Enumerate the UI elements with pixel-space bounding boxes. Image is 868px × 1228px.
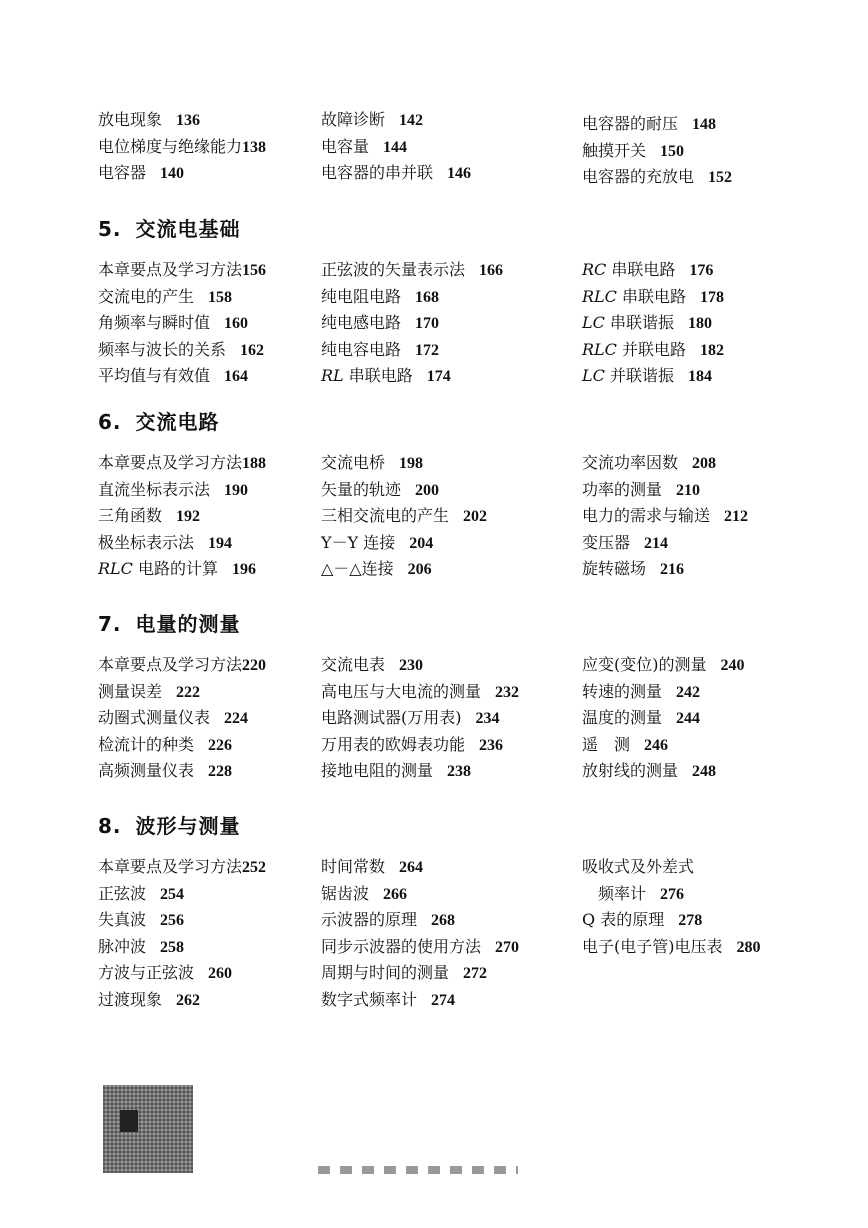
- toc-entry-title: 纯电容电路: [321, 339, 402, 359]
- toc-entry-page-number: 244: [676, 710, 701, 728]
- toc-entry-page-number: 140: [160, 165, 185, 183]
- toc-entry-page-number: 192: [176, 508, 201, 526]
- toc-entry-title: 本章要点及学习方法: [98, 857, 243, 876]
- toc-entry-title: 触摸开关: [582, 140, 647, 160]
- toc-entry-page-number: 230: [399, 657, 424, 674]
- toc-entry-title: 交流电桥: [321, 453, 386, 472]
- toc-entry-title: 失真波: [98, 910, 147, 930]
- toc-entry-title: 串联电路: [616, 286, 687, 306]
- toc-entry-title: 动圈式测量仪表: [98, 708, 211, 728]
- toc-entry-title: 并联谐振: [604, 366, 674, 386]
- toc-entry-page-number: 206: [407, 561, 432, 579]
- toc-entry: [582, 363, 712, 389]
- toc-entry-title: 角频率与瞬时值: [98, 313, 211, 333]
- toc-entry-title: 吸收式及外差式: [582, 857, 695, 876]
- toc-entry-page-number: 252: [242, 859, 267, 876]
- toc-entry-page-number: 220: [242, 657, 267, 674]
- toc-entry-page-number: 240: [720, 657, 745, 674]
- toc-entry: [582, 503, 748, 529]
- toc-entry: [582, 310, 712, 336]
- toc-entry-page-number: 184: [687, 368, 712, 386]
- toc-entry-title: △－△连接: [321, 559, 394, 579]
- toc-entry: [98, 934, 184, 960]
- toc-entry-page-number: 162: [240, 341, 265, 359]
- toc-entry-page-number: 144: [383, 138, 408, 156]
- toc-entry: [98, 881, 184, 907]
- toc-entry: [98, 257, 266, 283]
- toc-entry-title: 串联电路: [343, 366, 413, 386]
- toc-entry-page-number: 196: [232, 561, 257, 579]
- toc-entry-title: 应变(变位)的测量: [582, 655, 707, 674]
- toc-entry: [321, 679, 519, 705]
- toc-entry-page-number: 268: [431, 912, 456, 930]
- section-title: 交流电路: [135, 410, 220, 434]
- toc-entry: [321, 934, 519, 960]
- section-number: 8.: [98, 814, 122, 838]
- toc-entry-title: 变压器: [582, 532, 631, 552]
- toc-entry: [98, 530, 232, 556]
- toc-entry-page-number: 238: [447, 763, 472, 781]
- toc-entry-page-number: 266: [383, 885, 408, 903]
- toc-entry-page-number: 182: [700, 341, 725, 359]
- toc-entry-page-number: 166: [479, 262, 504, 279]
- toc-entry: [98, 960, 232, 986]
- toc-entry: [321, 503, 487, 529]
- toc-entry-symbol: RC: [582, 260, 607, 279]
- toc-entry: [321, 987, 455, 1013]
- toc-entry: [321, 107, 423, 133]
- toc-entry: [582, 337, 724, 363]
- toc-entry-title: 测量误差: [98, 681, 163, 701]
- toc-entry-page-number: 200: [415, 481, 440, 499]
- toc-entry: [321, 705, 500, 731]
- toc-entry-title: 锯齿波: [321, 883, 370, 903]
- toc-entry-page-number: 236: [479, 736, 504, 754]
- toc-entry: [321, 160, 471, 186]
- toc-entry-title: 万用表的欧姆表功能: [321, 734, 466, 754]
- toc-entry: [321, 758, 471, 784]
- toc-entry: [582, 934, 761, 960]
- toc-entry-page-number: 210: [676, 481, 701, 499]
- toc-entry: [321, 134, 407, 160]
- toc-entry: [582, 530, 668, 556]
- toc-entry: [582, 111, 716, 137]
- toc-entry-page-number: 274: [431, 992, 456, 1009]
- toc-entry-page-number: 168: [415, 288, 440, 306]
- toc-entry-title: 三相交流电的产生: [321, 506, 450, 526]
- toc-entry-title: 时间常数: [321, 857, 386, 876]
- toc-entry-title: 正弦波: [98, 883, 147, 903]
- section-title: 波形与测量: [135, 814, 241, 838]
- toc-entry-title: 电容器的串并联: [321, 163, 434, 183]
- toc-entry: [321, 854, 423, 880]
- toc-entry-title: 三角函数: [98, 506, 163, 526]
- toc-entry-title: 接地电阻的测量: [321, 761, 434, 781]
- toc-entry-page-number: 178: [700, 288, 725, 306]
- toc-entry-title: 平均值与有效值: [98, 366, 211, 386]
- toc-entry-symbol: RLC: [582, 286, 617, 306]
- toc-entry-title: 转速的测量: [582, 681, 663, 701]
- toc-entry: [98, 987, 200, 1013]
- toc-entry-title: 放射线的测量: [582, 761, 679, 781]
- toc-entry-page-number: 174: [426, 368, 451, 386]
- toc-entry-title: 遥 测: [582, 734, 631, 754]
- toc-entry-symbol: RL: [321, 366, 344, 386]
- toc-entry-title: 电容量: [321, 136, 370, 156]
- page-thumbnail-image: [103, 1085, 193, 1173]
- toc-entry-title: 数字式频率计: [321, 990, 418, 1009]
- section-heading: [98, 405, 220, 439]
- toc-entry-page-number: 226: [208, 736, 233, 754]
- toc-entry: [582, 907, 702, 933]
- toc-entry-page-number: 148: [692, 116, 717, 133]
- toc-entry-page-number: 176: [689, 262, 714, 279]
- toc-entry: [582, 450, 716, 476]
- toc-entry-title: 高频测量仪表: [98, 761, 195, 781]
- toc-entry-page-number: 156: [242, 262, 267, 279]
- toc-entry-title: 高电压与大电流的测量: [321, 681, 482, 701]
- toc-entry-title: 方波与正弦波: [98, 963, 195, 983]
- toc-entry-title: 直流坐标表示法: [98, 479, 211, 499]
- toc-entry-page-number: 208: [692, 455, 717, 472]
- toc-entry-page-number: 172: [415, 341, 440, 359]
- toc-entry-page-number: 188: [242, 455, 267, 472]
- toc-entry-page-number: 158: [208, 288, 233, 306]
- toc-entry: [582, 758, 716, 784]
- toc-entry: [582, 284, 724, 310]
- toc-entry-title: 旋转磁场: [582, 559, 647, 579]
- toc-entry-page-number: 190: [224, 481, 249, 499]
- toc-entry-title: 示波器的原理: [321, 910, 418, 930]
- toc-entry: [321, 960, 487, 986]
- toc-entry: [98, 337, 264, 363]
- toc-entry-title: 周期与时间的测量: [321, 963, 450, 983]
- toc-entry-page-number: 142: [399, 112, 424, 129]
- toc-entry-symbol: LC: [582, 366, 605, 386]
- toc-entry-title: Y－Y 连接: [321, 532, 396, 552]
- toc-entry: [582, 556, 684, 582]
- toc-entry: [98, 134, 266, 160]
- toc-entry: [98, 160, 184, 186]
- section-heading: [98, 212, 241, 246]
- toc-entry-page-number: 270: [495, 938, 520, 956]
- toc-entry-page-number: 260: [208, 965, 233, 983]
- toc-entry-title: 本章要点及学习方法: [98, 453, 243, 472]
- toc-entry-title: 放电现象: [98, 110, 163, 129]
- toc-entry-title: 电子(电子管)电压表: [582, 936, 723, 956]
- toc-entry-title: 电位梯度与绝缘能力: [98, 136, 243, 156]
- toc-entry: [582, 679, 700, 705]
- section-number: 6.: [98, 410, 122, 434]
- toc-entry-page-number: 258: [160, 938, 185, 956]
- toc-entry: [582, 164, 732, 190]
- toc-entry-page-number: 264: [399, 859, 424, 876]
- toc-entry-title: 交流电的产生: [98, 286, 195, 306]
- toc-entry-page-number: 278: [678, 912, 703, 930]
- toc-entry-page-number: 276: [660, 885, 685, 903]
- toc-entry-page-number: 256: [160, 912, 185, 930]
- toc-entry: [98, 705, 248, 731]
- toc-entry: [582, 881, 684, 907]
- toc-entry: [321, 732, 503, 758]
- toc-entry-page-number: 170: [415, 315, 440, 333]
- toc-entry-symbol: RLC: [582, 339, 617, 359]
- toc-entry-title: 矢量的轨迹: [321, 479, 402, 499]
- toc-entry-page-number: 194: [208, 534, 233, 552]
- toc-entry-title: 电路测试器(万用表): [321, 708, 462, 728]
- toc-entry-title: 电容器的充放电: [582, 167, 695, 187]
- toc-entry-page-number: 234: [475, 710, 500, 728]
- toc-entry: [321, 881, 407, 907]
- toc-entry: [582, 477, 700, 503]
- toc-entry: [98, 679, 200, 705]
- toc-entry: [321, 530, 433, 556]
- toc-entry: [321, 310, 439, 336]
- toc-entry: [321, 257, 503, 283]
- toc-entry: [582, 652, 745, 678]
- toc-entry-page-number: 228: [208, 763, 233, 781]
- toc-entry: [98, 758, 232, 784]
- toc-entry-page-number: 254: [160, 885, 185, 903]
- toc-entry-title: 频率与波长的关系: [98, 339, 227, 359]
- toc-entry-title: 电容器的耐压: [582, 114, 679, 133]
- toc-entry-page-number: 248: [692, 763, 717, 781]
- toc-entry-title: 同步示波器的使用方法: [321, 936, 482, 956]
- toc-entry-page-number: 212: [724, 508, 749, 526]
- toc-entry-title: 温度的测量: [582, 708, 663, 728]
- toc-entry-page-number: 150: [660, 142, 685, 160]
- toc-entry-page-number: 138: [242, 138, 267, 156]
- toc-entry: [98, 284, 232, 310]
- toc-entry-page-number: 198: [399, 455, 424, 472]
- section-title: 电量的测量: [135, 612, 241, 636]
- toc-entry: [321, 337, 439, 363]
- toc-entry-title: 脉冲波: [98, 936, 147, 956]
- toc-entry: [321, 907, 455, 933]
- toc-entry-page-number: 164: [224, 368, 249, 386]
- toc-entry: [98, 107, 200, 133]
- toc-entry-page-number: 280: [736, 938, 761, 956]
- toc-entry: [98, 503, 200, 529]
- toc-entry: [98, 556, 256, 582]
- toc-entry-symbol: RLC: [98, 559, 133, 579]
- toc-entry: [98, 477, 248, 503]
- toc-entry-title: 交流功率因数: [582, 453, 679, 472]
- toc-entry: [98, 732, 232, 758]
- section-number: 5.: [98, 217, 122, 241]
- toc-entry-page-number: 246: [644, 736, 669, 754]
- toc-entry: [321, 652, 423, 678]
- toc-entry: [98, 907, 184, 933]
- toc-entry-title: 电力的需求与输送: [582, 506, 711, 526]
- toc-entry-page-number: 180: [687, 315, 712, 333]
- footer-scan-marks: [318, 1166, 518, 1174]
- toc-entry-title: 故障诊断: [321, 110, 386, 129]
- toc-entry: [582, 257, 713, 283]
- toc-entry: [582, 138, 684, 164]
- toc-entry: [321, 556, 432, 582]
- toc-entry-page-number: 204: [409, 534, 434, 552]
- toc-entry-page-number: 222: [176, 683, 201, 701]
- toc-entry: [98, 363, 248, 389]
- toc-entry-title: 电路的计算: [132, 559, 219, 579]
- toc-entry-title: 纯电阻电路: [321, 286, 402, 306]
- toc-entry-symbol: LC: [582, 313, 605, 333]
- toc-entry-title: 本章要点及学习方法: [98, 655, 243, 674]
- section-heading: [98, 809, 241, 843]
- toc-entry-page-number: 272: [463, 965, 488, 983]
- toc-entry-title: 纯电感电路: [321, 313, 402, 333]
- toc-entry-page-number: 152: [708, 169, 733, 187]
- section-number: 7.: [98, 612, 122, 636]
- toc-entry-title: 本章要点及学习方法: [98, 260, 243, 279]
- toc-entry-title: 过渡现象: [98, 990, 163, 1009]
- toc-entry-page-number: 242: [676, 683, 701, 701]
- toc-entry: [98, 310, 248, 336]
- toc-entry: [321, 284, 439, 310]
- toc-entry: [98, 450, 266, 476]
- toc-entry: [582, 732, 668, 758]
- toc-entry-title: 极坐标表示法: [98, 532, 195, 552]
- toc-entry-page-number: 202: [463, 508, 488, 526]
- toc-entry: [321, 363, 451, 389]
- toc-entry-title: 频率计: [582, 883, 647, 903]
- toc-entry: [321, 450, 423, 476]
- toc-entry-title: 功率的测量: [582, 479, 663, 499]
- toc-entry-title: 正弦波的矢量表示法: [321, 260, 466, 279]
- toc-entry-title: 串联谐振: [604, 313, 674, 333]
- toc-entry-title: 串联电路: [606, 260, 676, 279]
- toc-entry-title: 并联电路: [616, 339, 687, 359]
- toc-entry-page-number: 136: [176, 112, 201, 129]
- toc-entry-page-number: 214: [644, 534, 669, 552]
- toc-entry: [98, 854, 266, 880]
- toc-entry-title: 检流计的种类: [98, 734, 195, 754]
- toc-entry-page-number: 216: [660, 561, 685, 579]
- toc-entry-page-number: 224: [224, 710, 249, 728]
- toc-entry: [98, 652, 266, 678]
- toc-entry-title: Q 表的原理: [582, 910, 665, 930]
- toc-entry-page-number: 262: [176, 992, 201, 1009]
- toc-entry: [582, 705, 700, 731]
- toc-entry-page-number: 146: [447, 165, 472, 183]
- section-heading: [98, 607, 241, 641]
- toc-entry-title: 电容器: [98, 163, 147, 183]
- toc-entry: [582, 854, 694, 880]
- toc-entry: [321, 477, 439, 503]
- thumbnail-dark-mark: [120, 1110, 138, 1132]
- section-title: 交流电基础: [135, 217, 241, 241]
- toc-entry-page-number: 232: [495, 683, 520, 701]
- toc-entry-page-number: 160: [224, 315, 249, 333]
- toc-entry-title: 交流电表: [321, 655, 386, 674]
